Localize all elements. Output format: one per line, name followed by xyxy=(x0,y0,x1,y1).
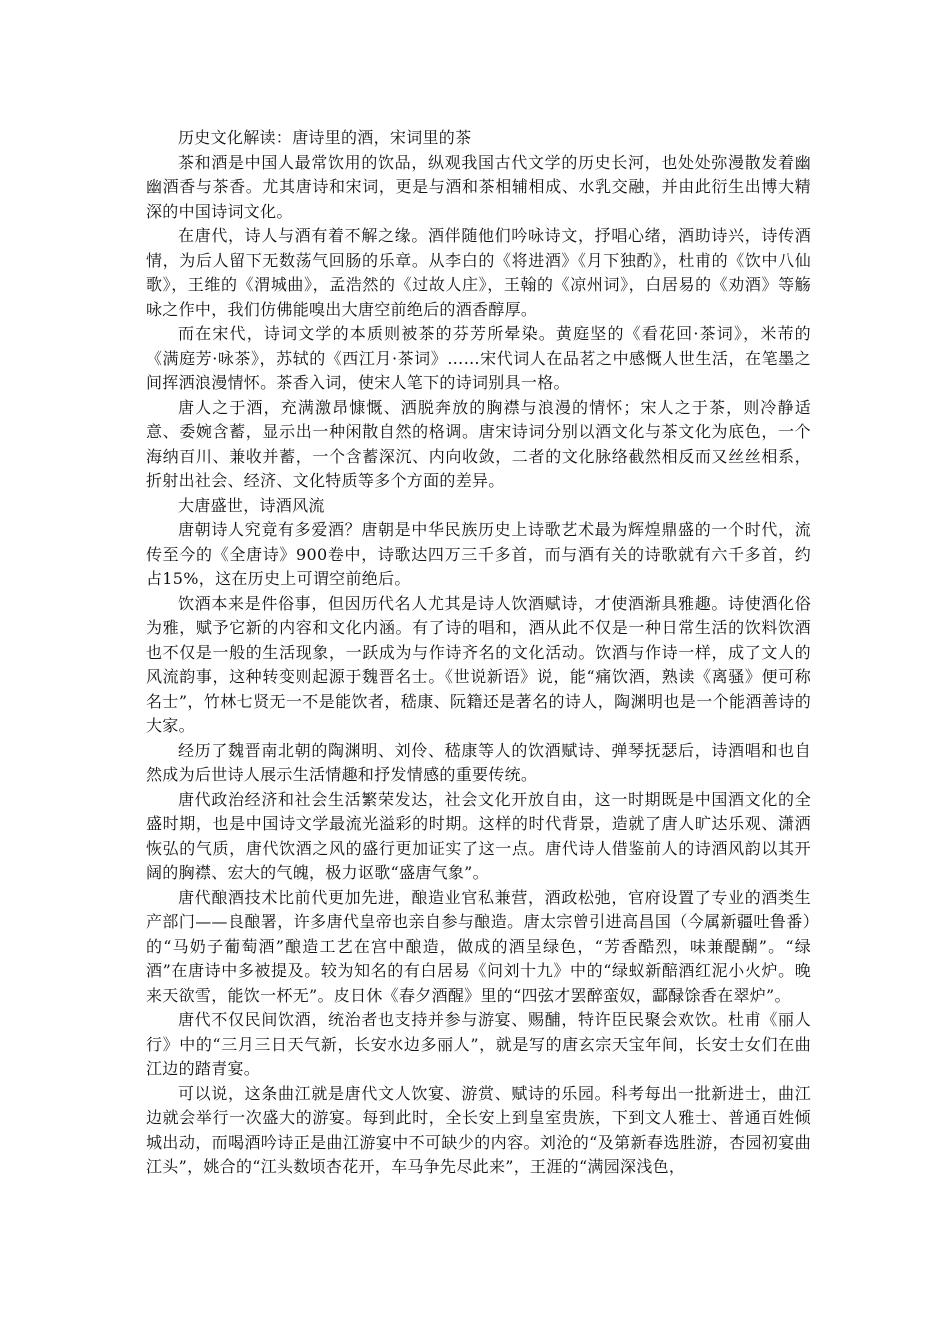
paragraph: 在唐代，诗人与酒有着不解之缘。酒伴随他们吟咏诗文，抒唱心绪，酒助诗兴，诗传酒情，为后人留下无数荡气回肠的乐章。从李白的《将进酒》《月下独酌》，杜甫的《饮中八仙歌》，王维的《渭城曲》，孟浩然的《过故人庄》，王翰的《凉州词》，白居易的《劝酒》等觞咏之作中，我们仿佛能嗅出大唐空前绝后的酒香醇厚。 xyxy=(146,226,811,319)
paragraph: 而在宋代，诗词文学的本质则被茶的芬芳所晕染。黄庭坚的《看花回·茶词》，米芾的《满庭芳·咏茶》，苏轼的《西江月·茶词》……宋代词人在品茗之中感慨人世生活，在笔墨之间挥洒浪漫情怀。茶香入词，使宋人笔下的诗词别具一格。 xyxy=(146,324,811,392)
document-title: 历史文化解读：唐诗里的酒，宋词里的茶 xyxy=(178,128,472,147)
section-heading: 大唐盛世，诗酒风流 xyxy=(178,495,325,515)
paragraph: 唐代政治经济和社会生活繁荣发达，社会文化开放自由，这一时期既是中国酒文化的全盛时期，也是中国诗文学最流光溢彩的时期。这样的时代背景，造就了唐人旷达乐观、潇洒恢弘的气质，唐代饮酒之风的盛行更加证实了这一点。唐代诗人借鉴前人的诗酒风韵以其开阔的胸襟、宏大的气魄，极力讴歌“盛唐气象”。 xyxy=(146,789,811,882)
document-page xyxy=(146,126,811,1180)
paragraph: 饮酒本来是件俗事，但因历代名人尤其是诗人饮酒赋诗，才使酒渐具雅趣。诗使酒化俗为雅，赋予它新的内容和文化内涵。有了诗的唱和，酒从此不仅是一种日常生活的饮料饮酒也不仅是一般的生活现象，一跃成为与作诗齐名的文化活动。饮酒与作诗一样，成了文人的风流韵事，这种转变则起源于魏晋名士。《世说新语》说，能“痛饮酒，熟读《离骚》便可称名士”，竹林七贤无一不是能饮者，嵇康、阮籍还是著名的诗人，陶渊明也是一个能酒善诗的大家。 xyxy=(146,593,811,735)
paragraph: 经历了魏晋南北朝的陶渊明、刘伶、嵇康等人的饮酒赋诗、弹琴抚瑟后，诗酒唱和也自然成为后世诗人展示生活情趣和抒发情感的重要传统。 xyxy=(146,740,811,784)
paragraph: 唐代酿酒技术比前代更加先进，酿造业官私兼营，酒政松弛，官府设置了专业的酒类生产部门——良酿署，许多唐代皇帝也亲自参与酿造。唐太宗曾引进高昌国（今属新疆吐鲁番）的“马奶子葡萄酒”酿造工艺在宫中酿造，做成的酒呈绿色，“芳香酷烈，味兼醍醐”。“绿酒”在唐诗中多被提及。较为知名的有白居易《问刘十九》中的“绿蚁新醅酒红泥小火炉。晚来天欲雪，能饮一杯无”。皮日休《春夕酒醒》里的“四弦才罢醉蛮奴，酃醁馀香在翠炉”。 xyxy=(146,887,811,1005)
paragraph: 可以说，这条曲江就是唐代文人饮宴、游赏、赋诗的乐园。科考每出一批新进士，曲江边就会举行一次盛大的游宴。每到此时，全长安上到皇室贵族，下到文人雅士、普通百姓倾城出动，而喝酒吟诗正是曲江游宴中不可缺少的内容。刘沧的“及第新春选胜游，杏园初宴曲江头”，姚合的“江头数顷杏花开，车马争先尽此来”，王涯的“满园深浅色， xyxy=(146,1083,811,1176)
paragraph: 唐人之于酒，充满激昂慷慨、洒脱奔放的胸襟与浪漫的情怀；宋人之于茶，则冷静适意、委婉含蓄，显示出一种闲散自然的格调。唐宋诗词分别以酒文化与茶文化为底色，一个海纳百川、兼收并蓄，一个含蓄深沉、内向收敛，二者的文化脉络截然相反而又丝丝相系，折射出社会、经济、文化特质等多个方面的差异。 xyxy=(146,397,811,490)
paragraph: 唐朝诗人究竟有多爱酒？唐朝是中华民族历史上诗歌艺术最为辉煌鼎盛的一个时代，流传至今的《全唐诗》900卷中，诗歌达四万三千多首，而与酒有关的诗歌就有六千多首，约占15%，这在历史上可谓空前绝后。 xyxy=(146,520,811,588)
paragraph: 唐代不仅民间饮酒，统治者也支持并参与游宴、赐酺，特许臣民聚会欢饮。杜甫《丽人行》中的“三月三日天气新，长安水边多丽人”，就是写的唐玄宗天宝年间，长安士女们在曲江边的踏青宴。 xyxy=(146,1010,811,1078)
paragraph: 茶和酒是中国人最常饮用的饮品，纵观我国古代文学的历史长河，也处处弥漫散发着幽幽酒香与茶香。尤其唐诗和宋词，更是与酒和茶相辅相成、水乳交融，并由此衍生出博大精深的中国诗词文化。 xyxy=(146,152,811,221)
